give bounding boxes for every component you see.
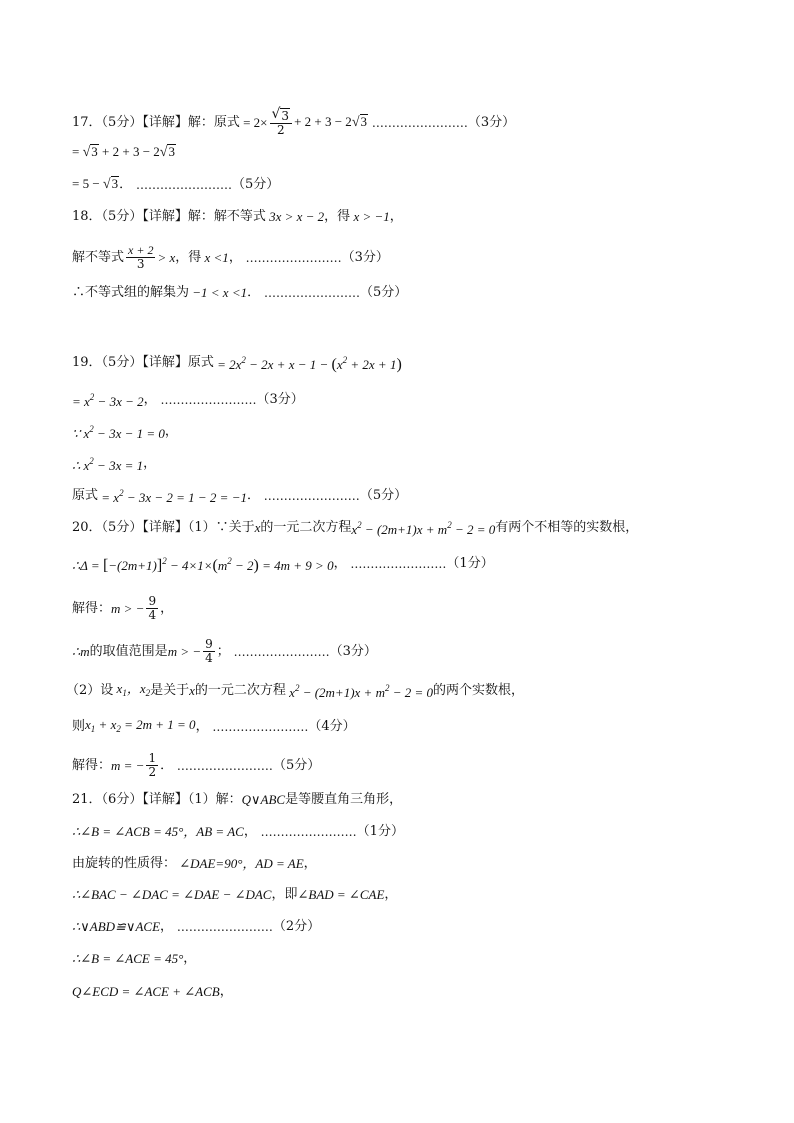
q21-line6: ∴∠B = ∠ACE = 45° ，	[72, 951, 197, 966]
q20-line4: ∴m 的取值范围是 m > − $\frac{9}{4}$ ； …………………… （3分）	[72, 637, 377, 665]
q21-line5: ∴∨ABD≌∨ACE ， …………………… （2分）	[72, 919, 321, 934]
q20-line6: 则 $x_1 + x_2 = 2m + 1 = 0$ ， …………………… （4分）	[72, 717, 356, 734]
q19-score2: （5分）	[359, 487, 408, 503]
q19-line4: ∴ $x^2 - 3x = 1$ ，	[72, 455, 157, 473]
q21-score1: （1分）	[356, 824, 404, 839]
q20-line1: 20．（5分）【详解】（1）∵关于 x 的一元二次方程 $x^2 - (2m+1)x + m^2 - 2 = 0$ 有两个不相等的实数根，	[72, 519, 639, 537]
q20-score2: （3分）	[329, 643, 377, 659]
q21-line3: 由旋转的性质得： ∠DAE=90°，AD = AE ，	[72, 856, 317, 871]
fraction: $\frac{9}{4}$	[205, 637, 213, 665]
q19-line3: ∵ $x^2 - 3x - 1 = 0$ ，	[72, 423, 178, 441]
q21-line7: Q∠ECD = ∠ACE + ∠ACB ，	[72, 984, 233, 999]
q21-line4: ∴∠BAC − ∠DAC = ∠DAE − ∠DAC ，即 ∠BAD = ∠CAE ，	[72, 887, 398, 902]
q17-label: 17．（5分）【详解】解：原式	[72, 114, 240, 130]
q18-line1: 18．（5分）【详解】解：解不等式 3x > x − 2 ，得 x > −1 ，	[72, 209, 403, 224]
q19-label: 19．（5分）【详解】原式	[72, 354, 214, 370]
q20-score4: （5分）	[272, 757, 321, 773]
q20-score1: （1分）	[446, 555, 494, 571]
q17-line1: 17．（5分）【详解】解：原式 = 2× √ 3 2 + 2 + 3 − 2 √ 3 …………………… （3分）	[72, 106, 516, 137]
q20-line5: （2）设 $x_1$，$x_2$ 是关于 x 的一元二次方程 $x^2 - (2m+1)x + m^2 - 2 = 0$ 的两个实数根，	[66, 680, 525, 700]
q20-score3: （4分）	[308, 719, 356, 734]
q17-score1: （3分）	[467, 114, 516, 130]
q20-line2: ∴Δ = $[-(2m+1)]^2 - 4\times 1\times(m^2 - 2) = 4m + 9 > 0$ ， …………………… （1分）	[72, 555, 494, 574]
q19-score1: （3分）	[256, 391, 304, 407]
q18-line3: ∴不等式组的解集为 −1 < x <1 ． …………………… （5分）	[72, 285, 408, 300]
q20-label: 20．（5分）【详解】（1）∵关于	[72, 519, 255, 535]
q19-line2: = $x^2 - 3x - 2$ ， …………………… （3分）	[72, 391, 304, 409]
q21-label: 21．（6分）【详解】（1）解：	[72, 792, 242, 807]
q17-score2: （5分）	[231, 176, 280, 192]
q20-line7: 解得： m = − $\frac{1}{2}$ ． …………………… （5分）	[72, 751, 321, 779]
fraction: $\frac{1}{2}$	[148, 751, 157, 779]
q17-line2: = √ 3 + 2 + 3 − 2 √ 3	[72, 144, 175, 160]
fraction: $\frac{x + 2}{3}$	[128, 243, 154, 271]
fraction: $\frac{9}{4}$	[148, 594, 157, 622]
q21-line2: ∴∠B = ∠ACB = 45°，AB = AC ， …………………… （1分）	[72, 824, 404, 839]
q18-label: 18．（5分）【详解】解：解不等式	[72, 209, 266, 224]
q17-line3: = 5 − √ 3 ． …………………… （5分）	[72, 176, 280, 192]
q18-line2: 解不等式 $\frac{x + 2}{3}$ > x ，得 x <1 ， …………………… （3分）	[72, 243, 389, 271]
q20-line3: 解得： m > − $\frac{9}{4}$ ，	[72, 594, 174, 622]
q21-line1: 21．（6分）【详解】（1）解： Q∨ABC 是等腰直角三角形，	[72, 792, 403, 807]
q19-line5: 原式 = $x^2 - 3x - 2 = 1 - 2 = -1$ ． …………………… （5分）	[72, 487, 408, 505]
q19-line1: 19．（5分）【详解】原式 = $2x^2 - 2x + x - 1 - (x^2 + 2x + 1)$	[72, 354, 402, 373]
q18-score1: （3分）	[341, 249, 389, 265]
q18-score2: （5分）	[359, 285, 408, 300]
q21-score2: （2分）	[272, 919, 321, 934]
fraction: √ 3 2	[270, 108, 293, 137]
